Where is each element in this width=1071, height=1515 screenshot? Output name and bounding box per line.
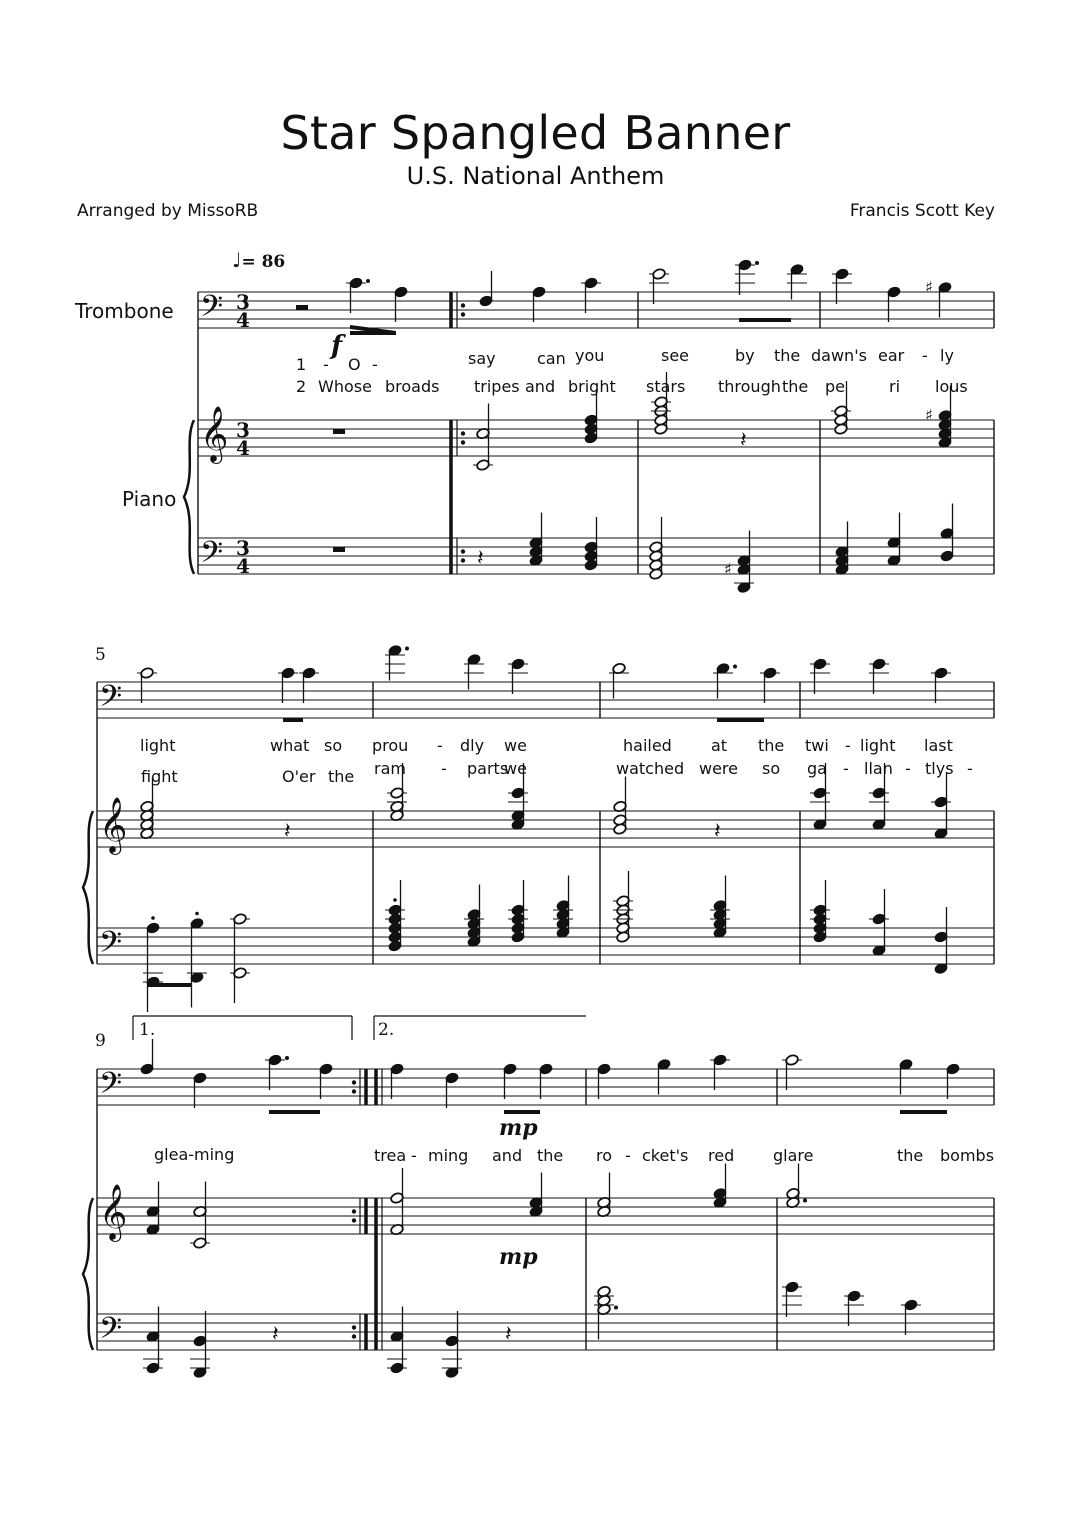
measure-number: 5 xyxy=(95,645,106,665)
piano-brace xyxy=(83,811,93,964)
lyric-syllable: cket's xyxy=(642,1146,689,1165)
lyric-syllable: the xyxy=(782,377,809,396)
lyric-syllable: 2 xyxy=(296,377,307,396)
lyric-syllable: Whose xyxy=(318,377,372,396)
lyric-syllable: last xyxy=(924,736,953,755)
bass-clef-icon: 𝄢 xyxy=(99,680,123,721)
lyric-hyphen: - xyxy=(372,355,378,374)
lyric-syllable: the xyxy=(774,346,801,365)
lyric-syllable: pe xyxy=(825,377,845,396)
lyric-syllable: ly xyxy=(940,346,954,365)
lyric-syllable: ro xyxy=(596,1146,613,1165)
tempo-value: = 86 xyxy=(241,252,286,272)
lyric-syllable: tlys xyxy=(925,759,954,778)
whole-rest xyxy=(333,547,345,552)
lyric-syllable: at xyxy=(711,736,728,755)
staccato-dot xyxy=(151,916,155,920)
augmentation-dot xyxy=(733,665,737,669)
quarter-rest: 𝄽 xyxy=(272,1322,279,1347)
repeat-dot xyxy=(352,1325,356,1329)
lyric-syllable: the xyxy=(897,1146,924,1165)
lyric-syllable: parts xyxy=(467,759,509,778)
lyric-syllable: say xyxy=(468,349,496,368)
lyric-syllable: dly xyxy=(460,736,485,755)
lyric-syllable: twi xyxy=(805,736,829,755)
lyric-syllable: O xyxy=(348,355,361,374)
repeat-dot xyxy=(461,440,465,444)
lyric-hyphen: - xyxy=(625,1146,631,1165)
lyric-syllable: glare xyxy=(773,1146,814,1165)
lyric-syllable: bright xyxy=(568,377,616,396)
volta-label: 2. xyxy=(378,1020,395,1040)
bass-clef-icon: 𝄢 xyxy=(200,290,224,331)
time-signature-numerator: 3 xyxy=(236,418,250,442)
time-signature-denominator: 4 xyxy=(236,308,250,332)
time-signature-denominator: 4 xyxy=(236,554,250,578)
lyric-syllable: we xyxy=(504,736,527,755)
beam xyxy=(900,1110,947,1114)
lyric-syllable: what xyxy=(270,736,310,755)
beam xyxy=(717,718,764,722)
lyric-syllable: ga xyxy=(807,759,827,778)
instrument-label-piano: Piano xyxy=(122,487,177,511)
bass-clef-icon: 𝄢 xyxy=(99,926,123,967)
lyric-syllable: broads xyxy=(385,377,440,396)
lyric-syllable: hailed xyxy=(623,736,672,755)
repeat-dot xyxy=(461,303,465,307)
lyric-hyphen: - xyxy=(441,759,447,778)
lyric-syllable: light xyxy=(860,736,896,755)
lyric-hyphen: - xyxy=(922,346,928,365)
lyric-syllable: and xyxy=(492,1146,523,1165)
repeat-dot xyxy=(461,558,465,562)
lyric-syllable: trea xyxy=(374,1146,407,1165)
repeat-dot xyxy=(352,1080,356,1084)
augmentation-dot xyxy=(755,261,759,265)
lyric-syllable: tripes xyxy=(474,377,520,396)
lyric-hyphen: - xyxy=(437,736,443,755)
lyric-syllable: red xyxy=(708,1146,735,1165)
lyric-hyphen: - xyxy=(411,1146,417,1165)
lyric-hyphen: - xyxy=(843,759,849,778)
lyric-syllable: the xyxy=(758,736,785,755)
repeat-dot xyxy=(461,549,465,553)
quarter-rest: 𝄽 xyxy=(477,546,484,571)
time-signature-numerator: 3 xyxy=(236,290,250,314)
augmentation-dot xyxy=(405,647,409,651)
lyric-syllable: stars xyxy=(646,377,686,396)
augmentation-dot xyxy=(803,1199,807,1203)
repeat-dot xyxy=(352,1334,356,1338)
bass-clef-icon: 𝄢 xyxy=(200,536,224,577)
half-rest xyxy=(296,305,308,310)
repeat-dot xyxy=(352,1209,356,1213)
piano-brace xyxy=(83,1198,93,1350)
lyric-syllable: and xyxy=(525,377,556,396)
lyric-syllable: through xyxy=(718,377,781,396)
repeat-dot xyxy=(352,1089,356,1093)
lyric-syllable: the xyxy=(537,1146,564,1165)
repeat-dot xyxy=(352,1218,356,1222)
treble-clef-icon: 𝄞 xyxy=(99,797,128,853)
treble-clef-icon: 𝄞 xyxy=(99,1184,128,1240)
time-signature-numerator: 3 xyxy=(236,536,250,560)
lyric-syllable: so xyxy=(324,736,343,755)
quarter-note-icon: ♩ xyxy=(232,248,242,272)
lyric-syllable: watched xyxy=(616,759,685,778)
sharp-accidental: ♯ xyxy=(925,277,933,297)
lyric-syllable: were xyxy=(699,759,738,778)
dynamic-mezzo-piano: mp xyxy=(499,1244,538,1270)
sharp-accidental: ♯ xyxy=(925,405,933,425)
score-subtitle: U.S. National Anthem xyxy=(406,162,665,190)
dynamic-forte: f xyxy=(331,331,343,361)
lyric-syllable: by xyxy=(735,346,755,365)
piano-brace xyxy=(184,420,194,574)
treble-clef-icon: 𝄞 xyxy=(200,406,229,462)
lyric-syllable: you xyxy=(575,346,605,365)
lyric-syllable: bombs xyxy=(940,1146,995,1165)
quarter-rest: 𝄽 xyxy=(505,1322,512,1347)
staccato-dot xyxy=(393,898,397,902)
lyric-syllable: 1 xyxy=(296,355,307,374)
lyric-hyphen: - xyxy=(845,736,851,755)
lyric-syllable: O'er xyxy=(282,767,316,786)
whole-rest xyxy=(333,429,345,434)
lyric-syllable: so xyxy=(762,759,781,778)
volta-label: 1. xyxy=(139,1020,156,1040)
lyric-syllable: glea-ming xyxy=(154,1145,235,1164)
lyric-syllable: can xyxy=(537,349,566,368)
lyric-hyphen: - xyxy=(967,759,973,778)
lyric-hyphen: - xyxy=(323,355,329,374)
augmentation-dot xyxy=(366,279,370,283)
staccato-dot xyxy=(195,912,199,916)
score-title: Star Spangled Banner xyxy=(280,106,791,160)
repeat-dot xyxy=(461,312,465,316)
quarter-rest: 𝄽 xyxy=(714,819,721,844)
bass-clef-icon: 𝄢 xyxy=(99,1067,123,1108)
lyric-syllable: dawn's xyxy=(811,346,867,365)
repeat-dot xyxy=(461,431,465,435)
lyric-syllable: light xyxy=(140,736,176,755)
quarter-rest: 𝄽 xyxy=(284,819,291,844)
lyric-syllable: prou xyxy=(372,736,409,755)
arranger-credit: Arranged by MissoRB xyxy=(77,201,259,221)
bass-clef-icon: 𝄢 xyxy=(99,1312,123,1353)
measure-number: 9 xyxy=(95,1031,106,1051)
augmentation-dot xyxy=(285,1056,289,1060)
lyric-hyphen: - xyxy=(905,759,911,778)
lyric-syllable: the xyxy=(328,767,355,786)
beam xyxy=(269,1110,320,1114)
composer-credit: Francis Scott Key xyxy=(849,201,995,221)
lyric-syllable: we xyxy=(504,759,527,778)
lyric-syllable: see xyxy=(661,346,690,365)
beam xyxy=(147,983,191,987)
lyric-syllable: ri xyxy=(889,377,901,396)
lyric-syllable: ming xyxy=(428,1146,469,1165)
beam xyxy=(283,718,303,722)
lyric-syllable: lous xyxy=(935,377,968,396)
augmentation-dot xyxy=(614,1306,618,1310)
quarter-rest: 𝄽 xyxy=(740,428,747,453)
lyric-syllable: ear xyxy=(878,346,905,365)
dynamic-mezzo-piano: mp xyxy=(499,1115,538,1141)
lyric-syllable: llan xyxy=(864,759,893,778)
time-signature-denominator: 4 xyxy=(236,436,250,460)
instrument-label-trombone: Trombone xyxy=(75,299,174,323)
sharp-accidental: ♯ xyxy=(724,559,732,579)
beam xyxy=(739,318,791,322)
beam xyxy=(504,1110,540,1114)
lyric-syllable: fight xyxy=(141,767,178,786)
lyric-syllable: ram xyxy=(374,759,406,778)
